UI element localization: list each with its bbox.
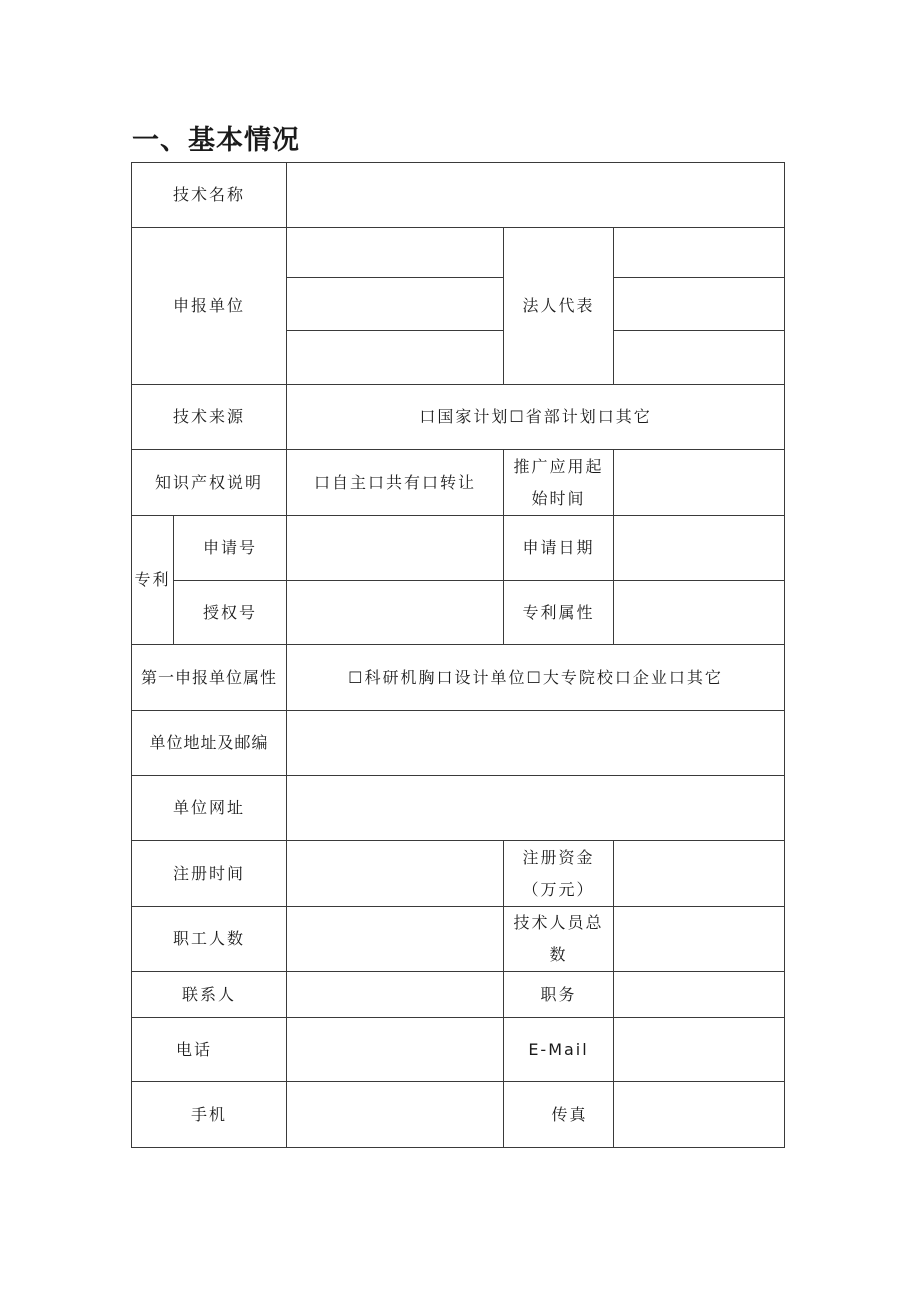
promo-start-input[interactable] <box>614 450 785 516</box>
first-unit-options[interactable]: ☐科研机胸口设计单位☐大专院校口企业口其它 <box>287 645 785 711</box>
legal-rep-input-2[interactable] <box>614 278 785 331</box>
promo-start-label <box>504 450 614 516</box>
legal-rep-input-3[interactable] <box>614 331 785 385</box>
promo-start-label-line1: 推广应用起 <box>513 456 604 476</box>
contact-label: 联系人 <box>132 972 287 1018</box>
reg-capital-label <box>504 841 614 907</box>
website-input[interactable] <box>287 776 785 841</box>
phone-label: 电话 <box>132 1018 287 1082</box>
tech-source-options[interactable]: 口国家计划☐省部计划口其它 <box>287 385 785 450</box>
patent-attr-input[interactable] <box>614 581 785 645</box>
grant-no-input[interactable] <box>287 581 504 645</box>
tech-staff-label-line2: 数 <box>549 945 568 964</box>
app-date-input[interactable] <box>614 516 785 581</box>
website-label: 单位网址 <box>132 776 287 841</box>
address-zip-label: 单位地址及邮编 <box>132 711 287 776</box>
reg-capital-input[interactable] <box>614 841 785 907</box>
fax-label: 传真 <box>504 1082 614 1148</box>
applicant-unit-input-3[interactable] <box>287 331 504 385</box>
reg-capital-label-line1: 注册资金 <box>522 847 595 867</box>
promo-start-label-line2: 始时间 <box>531 488 586 508</box>
tech-staff-label-line1: 技术人员总 <box>513 913 604 932</box>
position-input[interactable] <box>614 972 785 1018</box>
tech-name-label: 技术名称 <box>132 163 287 228</box>
contact-input[interactable] <box>287 972 504 1018</box>
tech-source-label: 技术来源 <box>132 385 287 450</box>
address-zip-input[interactable] <box>287 711 785 776</box>
legal-rep-label: 法人代表 <box>504 228 614 385</box>
email-input[interactable] <box>614 1018 785 1082</box>
app-no-label: 申请号 <box>174 516 287 581</box>
tech-name-input[interactable] <box>287 163 785 228</box>
reg-time-input[interactable] <box>287 841 504 907</box>
patent-attr-label: 专利属性 <box>504 581 614 645</box>
legal-rep-input-1[interactable] <box>614 228 785 278</box>
email-label: E-Mail <box>504 1018 614 1082</box>
applicant-unit-input-1[interactable] <box>287 228 504 278</box>
fax-input[interactable] <box>614 1082 785 1148</box>
tech-staff-label <box>504 907 614 972</box>
grant-no-label: 授权号 <box>174 581 287 645</box>
ip-desc-label: 知识产权说明 <box>132 450 287 516</box>
phone-input[interactable] <box>287 1018 504 1082</box>
app-no-input[interactable] <box>287 516 504 581</box>
first-unit-attr-label: 第一申报单位属性 <box>132 645 287 711</box>
staff-count-label: 职工人数 <box>132 907 287 972</box>
tech-staff-input[interactable] <box>614 907 785 972</box>
mobile-input[interactable] <box>287 1082 504 1148</box>
reg-time-label: 注册时间 <box>132 841 287 907</box>
position-label: 职务 <box>504 972 614 1018</box>
reg-capital-label-line2: （万元） <box>522 879 595 899</box>
applicant-unit-input-2[interactable] <box>287 278 504 331</box>
section-heading: 一、基本情况 <box>132 125 300 156</box>
applicant-unit-label: 申报单位 <box>132 228 287 385</box>
patent-label: 专利 <box>132 516 174 645</box>
ip-options[interactable]: 口自主口共有口转让 <box>287 450 504 516</box>
mobile-label: 手机 <box>132 1082 287 1148</box>
staff-count-input[interactable] <box>287 907 504 972</box>
basic-info-form <box>131 162 785 1148</box>
app-date-label: 申请日期 <box>504 516 614 581</box>
